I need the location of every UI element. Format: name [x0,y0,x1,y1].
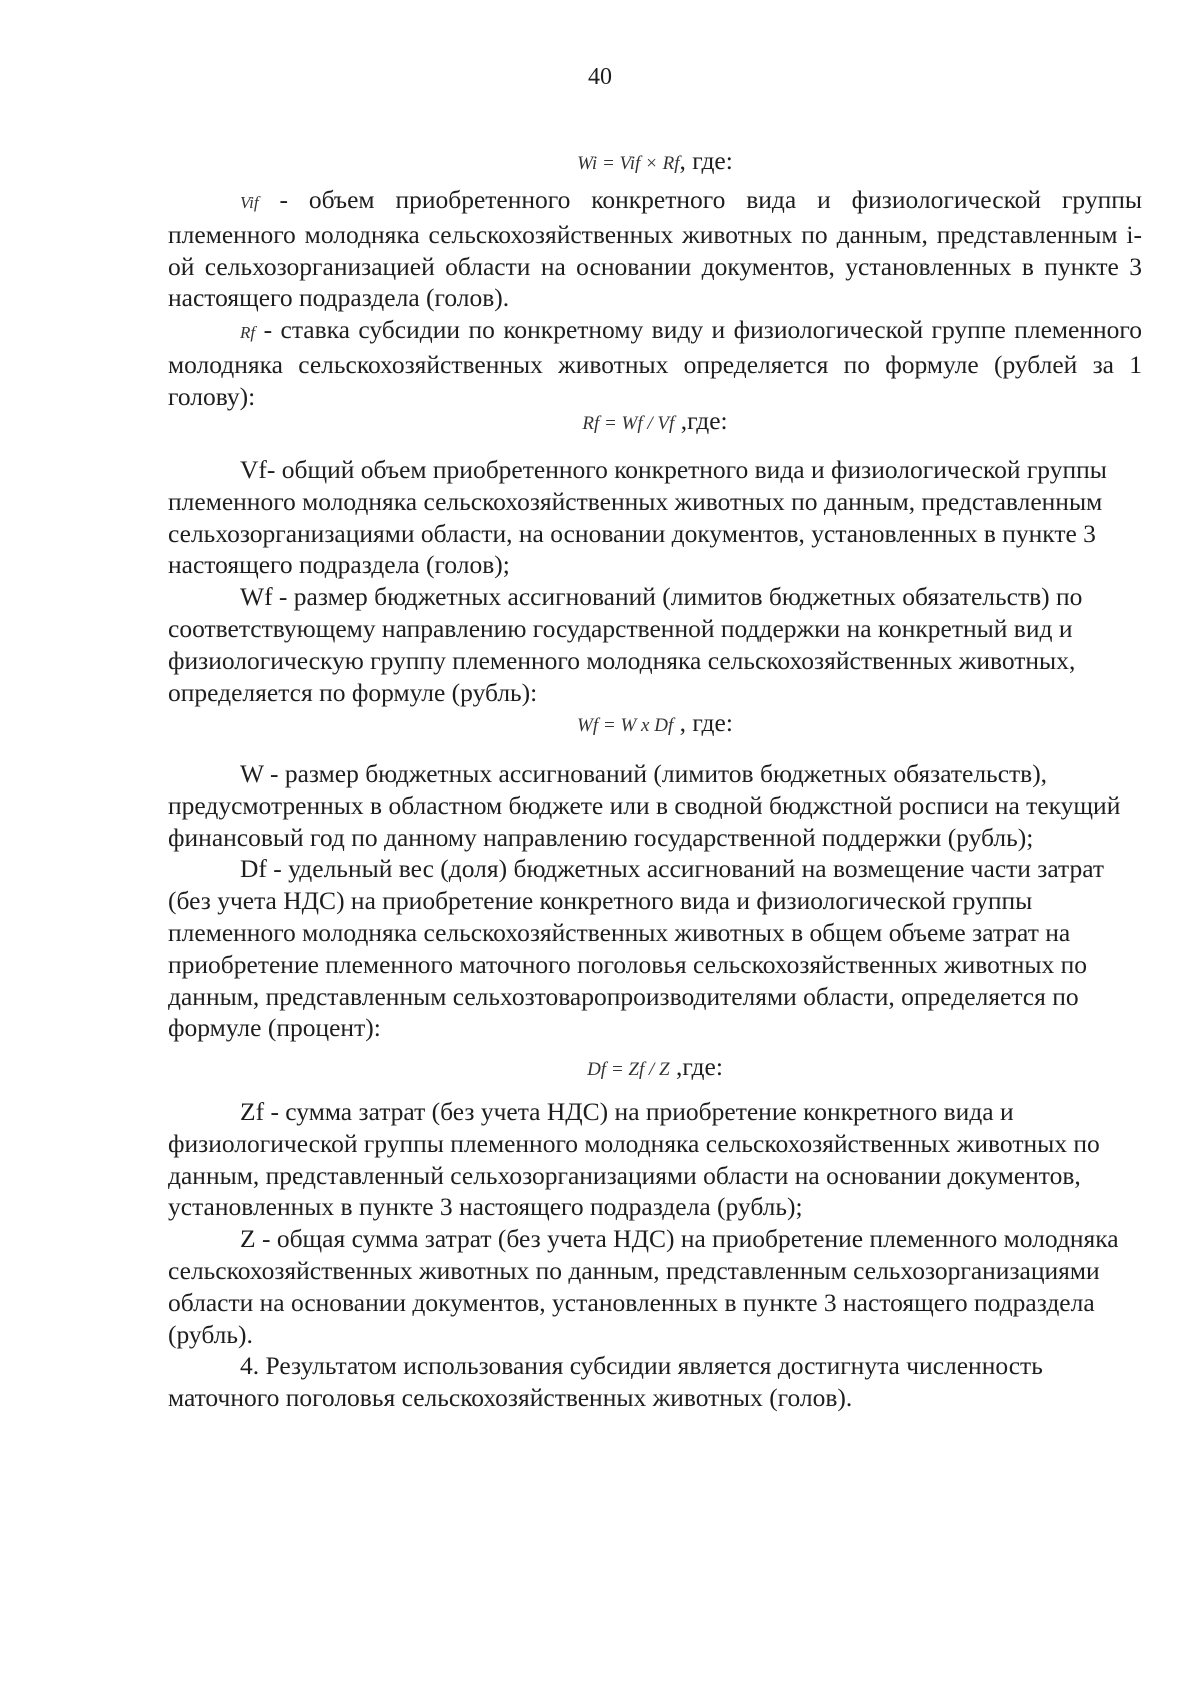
formula-wi-expression: Wi = Vif × Rf [577,153,680,174]
paragraph-z: Z - общая сумма затрат (без учета НДС) на приобретение племенного молодняка сельскохозяйственных животных по данным, представленным сельхозорганизациями области на основании документов, установленных в пункте 3 настоящего подраздела (рубль). [168,1224,1119,1349]
formula-wi [168,146,1142,176]
paragraph-rf-text: - ставка субсидии по конкретному виду и физиологической группе племенного молодняка сельскохозяйственных животных определяется по формуле (рублей за 1 голову): [168,315,1142,411]
var-vif: Vif [240,193,259,212]
formula-wi-tail: , где: [679,146,733,175]
page-number: 40 [588,64,612,90]
formula-wf [168,708,1142,738]
var-rf: Rf [240,323,256,343]
formula-rf-tail: ,где: [674,406,728,435]
paragraph-vf: Vf- общий объем приобретенного конкретного вида и физиологической группы племенного молодняка сельскохозяйственных животных по данным, представленным сельхозорганизациями области, на основании документов, установленных в пункте 3 настоящего подраздела (голов); [168,455,1107,580]
paragraph-df: Df - удельный вес (доля) бюджетных ассигнований на возмещение части затрат (без учета НДС) на приобретение конкретного вида и физиологической группы племенного молодняка сельскохозяйственных животных в общем объеме затрат на приобретение племенного маточного поголовья сельскохозяйственных животных по данным, представленным сельхозтоваропроизводителями области, определяется по формуле (процент): [168,854,1105,1043]
paragraph-w: W - размер бюджетных ассигнований (лимитов бюджетных обязательств), предусмотренных в областном бюджете или в сводной бюджстной росписи на текущий финансовый год по данному направлению государственной поддержки (рубль); [168,759,1121,852]
paragraph-rf [168,314,1142,412]
body-text-bottom [168,1096,1142,1414]
formula-rf-expression: Rf = Wf / Vf [582,413,675,434]
formula-df-expression: Df = Zf / Z [587,1059,670,1080]
paragraph-vif [168,184,1142,314]
body-text-vf-wf [168,454,1142,708]
body-text-top [168,184,1142,413]
formula-wf-tail: , где: [673,708,733,737]
paragraph-vif-text: - объем приобретенного конкретного вида и физиологической группы племенного молодняка сельскохозяйственных животных по данным, представленным i-ой сельхозорганизацией области на основании документов, установленных в пункте 3 настоящего подраздела (голов). [168,185,1142,313]
formula-df-tail: ,где: [669,1052,723,1081]
paragraph-wf: Wf - размер бюджетных ассигнований (лимитов бюджетных обязательств) по соответствующему направлению государственной поддержки на конкретный вид и физиологическую группу племенного молодняка сельскохозяйственных животных, определяется по формуле (рубль): [168,582,1083,707]
paragraph-zf: Zf - сумма затрат (без учета НДС) на приобретение конкретного вида и физиологической группы племенного молодняка сельскохозяйственных животных по данным, представленный сельхозорганизациями области на основании документов, установленных в пункте 3 настоящего подраздела (рубль); [168,1097,1100,1222]
formula-df [168,1052,1142,1082]
body-text-w-df [168,758,1142,1044]
paragraph-4: 4. Результатом использования субсидии является достигнута численность маточного поголовья сельскохозяйственных животных (голов). [168,1351,1043,1413]
formula-rf [168,406,1142,436]
formula-wf-expression: Wf = W x Df [577,715,674,736]
